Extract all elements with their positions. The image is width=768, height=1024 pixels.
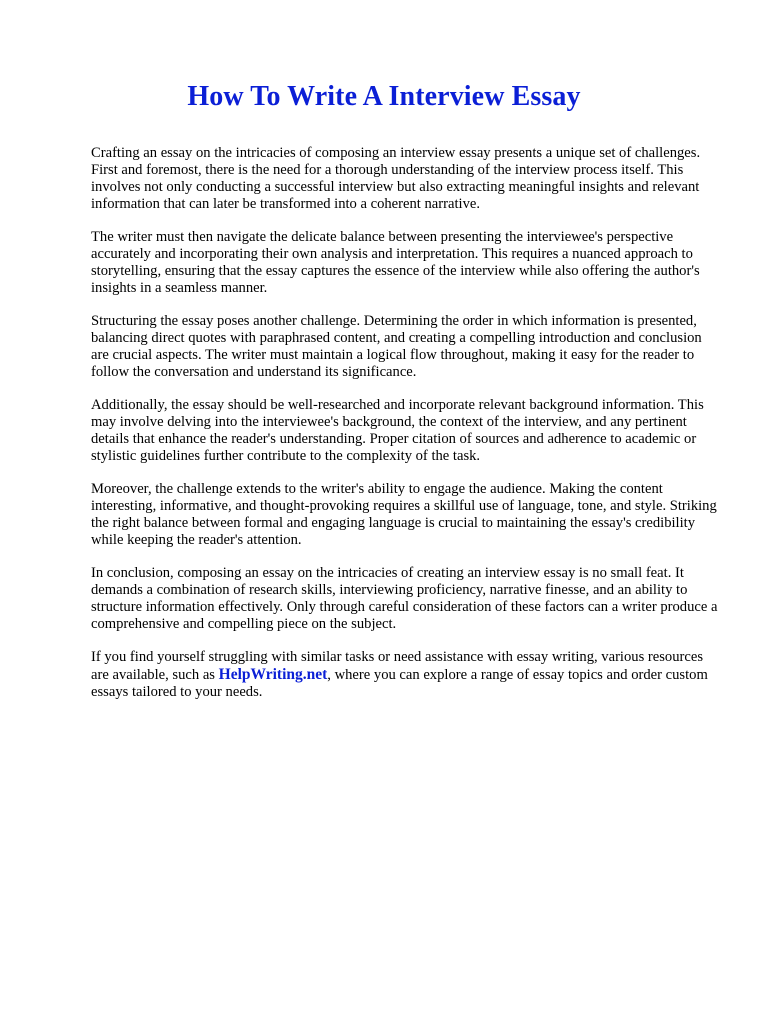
page-title: How To Write A Interview Essay bbox=[187, 81, 581, 112]
paragraph-7 bbox=[91, 649, 723, 701]
paragraph-5: Moreover, the challenge extends to the writer's ability to engage the audience. Making the content interesting, informative, and thought-provoking requires a skillful use of language, tone, and style. Striking the right balance between formal and engaging language is crucial to maintaining the essay's credibility while keeping the reader's attention. bbox=[91, 481, 717, 548]
paragraph-6: In conclusion, composing an essay on the intricacies of creating an interview essay is no small feat. It demands a combination of research skills, interviewing proficiency, narrative finesse, and an ability to structure information effectively. Only through careful consideration of these factors can a writer produce a comprehensive and compelling piece on the subject. bbox=[91, 565, 718, 632]
paragraph-4: Additionally, the essay should be well-researched and incorporate relevant background information. This may involve delving into the interviewee's background, the context of the interview, and any pertinent details that enhance the reader's understanding. Proper citation of sources and adherence to academic or stylistic guidelines further contribute to the complexity of the task. bbox=[91, 397, 704, 464]
paragraph-2: The writer must then navigate the delicate balance between presenting the interviewee's perspective accurately and incorporating their own analysis and interpretation. This requires a nuanced approach to storytelling, ensuring that the essay captures the essence of the interview while also offering the author's insights in a seamless manner. bbox=[91, 229, 700, 296]
paragraph-3: Structuring the essay poses another challenge. Determining the order in which information is presented, balancing direct quotes with paraphrased content, and creating a compelling introduction and conclusion are crucial aspects. The writer must maintain a logical flow throughout, making it easy for the reader to follow the conversation and understand its significance. bbox=[91, 313, 702, 380]
paragraph-7-before-link: If you find yourself struggling with similar tasks or need assistance with essay writing, various resources are available, such as bbox=[91, 649, 704, 683]
helpwriting-link[interactable]: HelpWriting.net bbox=[218, 666, 328, 683]
paragraph-7-after-link: , where you can explore a range of essay topics and order custom essays tailored to your needs. bbox=[91, 667, 708, 700]
paragraph-1: Crafting an essay on the intricacies of composing an interview essay presents a unique set of challenges. First and foremost, there is the need for a thorough understanding of the interview process itself. This involves not only conducting a successful interview but also extracting meaningful insights and relevant information that can later be transformed into a coherent narrative. bbox=[91, 145, 701, 212]
essay-body bbox=[91, 145, 723, 717]
